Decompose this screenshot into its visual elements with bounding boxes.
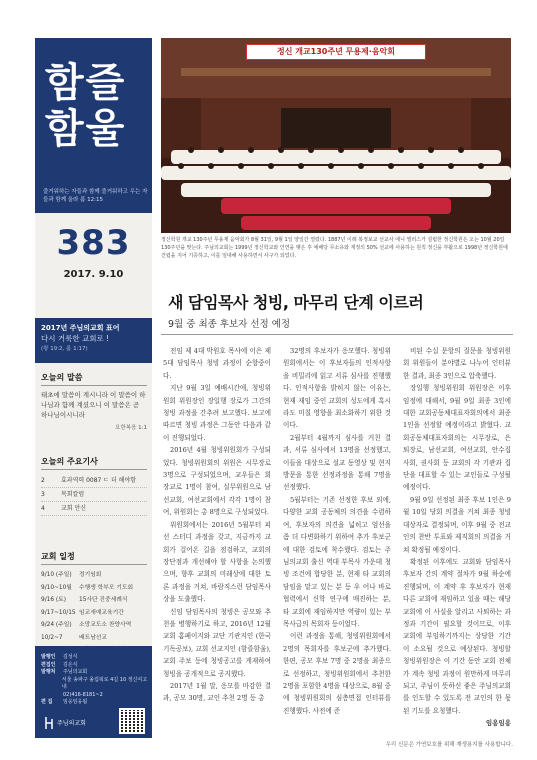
paragraph: 신임 담임목사의 청빙은 공모와 추천을 병행하기로 하고, 2016년 12월 교회 홈페이지와 교단 기관지인 (한국기독공보), 교회 선교지인 (함즐함울), 교회 주보 등에 청빙공고를 게재하여 청빙을 공개적으로 공지했다. xyxy=(163,607,271,678)
publisher-key: 발행처 xyxy=(41,669,56,675)
masthead-title: 함즐 함울 xyxy=(45,59,127,152)
paragraph: 지난 9월 3일 예배시간에, 청빙위원회 위원장인 장일행 장로가 그간의 청빙 과정을 간추려 보고했다. 보고에 따르면 청빙 과정은 그동안 다음과 같이 진행되었다. xyxy=(163,384,271,442)
publisher-value: 02)416-8181~2 xyxy=(63,691,103,698)
schedule-event: 15사단 진중세례식 xyxy=(79,597,128,603)
paragraph: 확정된 이후에도 교회와 담임목사 후보자 간의 계약 절차가 9월 하순에 진행되며, 이 계약 후 후보자가 현재 다른 교회에 재임하고 있을 때는 해당 교회에 이 사실을 알리고 사퇴하는 과정과 기간이 필요할 것이므로, 이후 교회에 부임하기까지는 상당한 기간이 소요될 것으로 예상된다. 청빙할 청빙위원장은 이 기간 동안 교회 전체가 계속 청빙 과정이 원만하게 마무리되고, 주님이 뜻하신 좋은 주님의교회를 인도할 수 있도록 전 교인의 한 몫 된 기도를 요청했다. xyxy=(403,557,511,715)
church-logo-text: 주님의교회 xyxy=(57,720,86,727)
schedule-event: 정기임회 xyxy=(79,572,102,578)
paragraph: 위원회에서는 2016년 5월부터 피선 스터디 과정을 갖고, 지금까지 교회가 걸어온 길을 점검하고, 교회의 장단점과 개선해야 할 사항을 논의했으며, 향후 교회의 미래상에 대한 토론 과정을 거쳐, 바람직스런 담임목사상을 도출했다. xyxy=(163,520,271,604)
issue-date: 2017. 9.10 xyxy=(63,269,124,280)
paragraph: 32명의 후보자가 응모했다. 청빙위원회에서는 이 후보자들의 인적사항을 비밀리에 읽고 서류 심사를 진행했다. 인적사항을 밝히지 않는 이유는, 현재 재임 중인 교회의 성도에게 혹시라도 미칠 영향을 최소화하기 위한 것이다. xyxy=(283,347,391,430)
paragraph: 5월부터는 기존 선정한 후보 외에, 다양한 교회 공동체의 의견을 수렴하여, 후보자의 의견을 넓히고 엄선을 좀 더 다변화하기 위하여 추가 후보군에 대한 검토에 착수했다. 검토는 주님의교회 출신 역대 부목사 가운데 청빙 조건에 합당한 분, 현재 타 교회의 담임을 맡고 있는 분 등 우 어나 바로 협력에서 신학 연구에 매진하는 분, 타 교회에 재임하지만 역량이 있는 부목사급의 목회자 등이었다. xyxy=(283,495,391,628)
paragraph: 2016년 4월 청빙위원회가 구성되었다. 청빙위원회의 위원은 시무장로 3명으로 구성되었으며, 교우들은 회장교로 1명이 참여, 실무위원으로 남선교회, 여선교회에서 각각 1명이 참여, 위원회는 총 8명으로 구성되었다. xyxy=(163,446,271,517)
list-item[interactable] xyxy=(41,488,147,502)
publisher-value: 임옹임옹됨 xyxy=(63,699,88,705)
article-page: 3 xyxy=(41,491,45,498)
issue-number: 383 xyxy=(56,223,131,263)
schedule-event: 소망교도소 찬양사역 xyxy=(79,622,132,628)
publisher-info xyxy=(41,654,149,707)
schedule-row xyxy=(41,582,147,595)
publisher-box xyxy=(35,646,152,738)
recycled-paper-note: 우리 신문은 가연보호를 위해 재생용지를 사용합니다. xyxy=(385,742,513,748)
paragraph: 비된 수십 문항의 질문을 청빙위원회 위원들이 분야별로 나누어 인터뷰한 결과, 최종 3인으로 압축했다. xyxy=(403,347,511,380)
articles-section xyxy=(41,456,147,516)
schedule-row xyxy=(41,569,147,582)
divider xyxy=(161,334,513,335)
schedule-date: 9/16 (토) xyxy=(41,597,66,603)
paragraph: 이런 과정을 통해, 청빙위원회에서 2명의 목회자를 후보군에 추가했다. 한편, 공모 후보 7명 중 2명을 최종으로 선정하고, 청빙위원회에서 추천한 2명을 포함한 4명을 대상으로, 8월 중에 청빙위원회의 심층면접 인터뷰를 진행했다. 사전에 준 xyxy=(283,632,391,715)
list-item[interactable] xyxy=(41,502,147,516)
choir-photo-illustration xyxy=(161,38,511,233)
paragraph: 9월 9일 선정된 최종 후보 1인은 9월 10일 당회 의결을 거쳐 최종 청빙 대상자로 결정되며, 이후 9월 중 전교인의 찬반 투표와 제직회의 의결을 거쳐 확정될 예정이다. xyxy=(403,495,511,554)
article-page: 4 xyxy=(41,505,45,512)
schedule-section xyxy=(41,551,147,657)
article-subhead: 9월 중 최종 후보자 선정 예정 xyxy=(168,319,291,330)
word-of-day-heading: 오늘의 말씀 xyxy=(41,372,147,386)
qr-pattern xyxy=(121,710,143,732)
paragraph: 2017년 1월 말, 응모를 마감한 결과, 공모 30명, 교인 추천 2명 등 총 xyxy=(163,681,271,703)
publisher-key xyxy=(41,677,62,692)
article-title: 교회 안신 xyxy=(61,505,87,512)
publisher-key: 편 집 xyxy=(41,699,53,705)
list-item[interactable] xyxy=(41,474,147,488)
photo-caption: 정신학원 개교 130주년 무용제 음악회가 8월 31일, 9월 1일 양일간 열렸다. 1887년 이래 복정보교 선교사 애니 엘러스가 설립한 정신학원은 오는 10월 20일 130주년을 맞는다. 주님의교회는 1999년 정신학교와 인연을 맺은 후 예배당 무소유와 재정의 50% 선교에 사용하는 원칙 정신을 부활으로 1998년 정신학원에 건립을 지어 기증하고, 이를 임대해 사용하면서 사구가 되었다. xyxy=(161,237,508,259)
schedule-row xyxy=(41,632,147,645)
masthead-subtitle: 즐거워하는 자들과 함께 즐거워하고 우는 자들과 함께 울라 롬 12:15 xyxy=(43,189,148,203)
publisher-key: 편집인 xyxy=(41,661,56,668)
article-column-1 xyxy=(163,345,271,705)
publisher-value: 주님의교회 xyxy=(63,669,88,675)
qr-code[interactable] xyxy=(119,708,145,734)
schedule-date: 9/24 (주일) xyxy=(41,622,72,628)
schedule-row xyxy=(41,594,147,607)
schedule-heading: 교회 일정 xyxy=(41,551,147,565)
schedule-event: 배트남선교 xyxy=(79,634,107,641)
photo-banner: 정신 개교130주년 무용제·음악회 xyxy=(246,44,426,60)
article-headline: 새 담임목사 청빙, 마무리 단계 이르러 xyxy=(168,293,424,312)
theme-title: 2017년 주님의교회 표어 xyxy=(41,324,120,332)
publisher-value: 서울 송파구 올림픽로 4길 10 정신여고 내 xyxy=(61,676,148,690)
schedule-date: 9/17~10/15 xyxy=(41,609,76,616)
article-title: 목회칼럼 xyxy=(61,491,85,498)
word-of-day-section xyxy=(41,372,147,431)
publisher-value: 김은식 xyxy=(63,661,78,668)
publisher-key xyxy=(41,692,63,700)
schedule-event: 임교새예교육기간 xyxy=(79,609,124,616)
paragraph: 장일행 청빙위원회 위원장은 이후 임정에 대해서, 9월 9일 최종 3인에 대한 교회공동체대표자회의에서 최종 1인을 선정할 예정이라고 밝혔다. 교회공동체대표자회의는 시무장로, 은퇴장로, 남선교회, 여선교회, 안수집사회, 권사회 등 교회의 각 기관과 집단을 대표할 수 있는 교인들로 구성될 예정이다. xyxy=(403,384,511,492)
article-title: 효과역력 0087 ㄷ 더 해야함 xyxy=(61,477,137,484)
schedule-date: 10/2~7 xyxy=(41,634,63,641)
theme-slogan: 다시 거룩한 교회로 ! xyxy=(41,334,110,343)
paragraph: 전임 제 4대 박원호 목사에 이은 제5대 담임목사 청빙 과정이 순항중이다. xyxy=(163,347,271,380)
schedule-event: 수행생 학부모 기도회 xyxy=(79,584,134,591)
theme-ref: (왕 19:2, 롬 1:17) xyxy=(41,346,88,352)
theme-box xyxy=(35,318,152,363)
article-byline: 임옹임옹 xyxy=(485,719,511,728)
church-logo-icon xyxy=(43,716,55,732)
issue-box xyxy=(35,213,152,318)
masthead xyxy=(35,38,152,213)
word-of-day-ref: 요한복음 1:1 xyxy=(115,425,147,431)
schedule-date: 9/10~10월 xyxy=(41,584,72,591)
publisher-key: 발행인 xyxy=(41,654,56,660)
article-page: 2 xyxy=(41,477,45,484)
article-column-2 xyxy=(283,345,391,717)
article-column-3 xyxy=(403,345,511,730)
event-photo xyxy=(161,38,511,233)
paragraph: 2월부터 4월까지 심사를 거친 결과, 서류 심사에서 13명을 선정했고, 이들을 대상으로 설교 동영상 및 현지 방문을 통한 선정과정을 통해 7명을 선정했다. xyxy=(283,433,391,492)
schedule-row xyxy=(41,607,147,620)
schedule-date: 9/10 (주일) xyxy=(41,572,72,578)
schedule-row xyxy=(41,619,147,632)
word-of-day-text: 태초에 말씀이 계시니라 이 말씀이 하나님과 함께 계셨으니 이 말씀은 곧 하나님이시니라 xyxy=(41,391,146,419)
sidebar xyxy=(35,38,152,738)
publisher-value: 김성식 xyxy=(63,654,78,660)
articles-heading: 오늘의 주요기사 xyxy=(41,456,147,470)
